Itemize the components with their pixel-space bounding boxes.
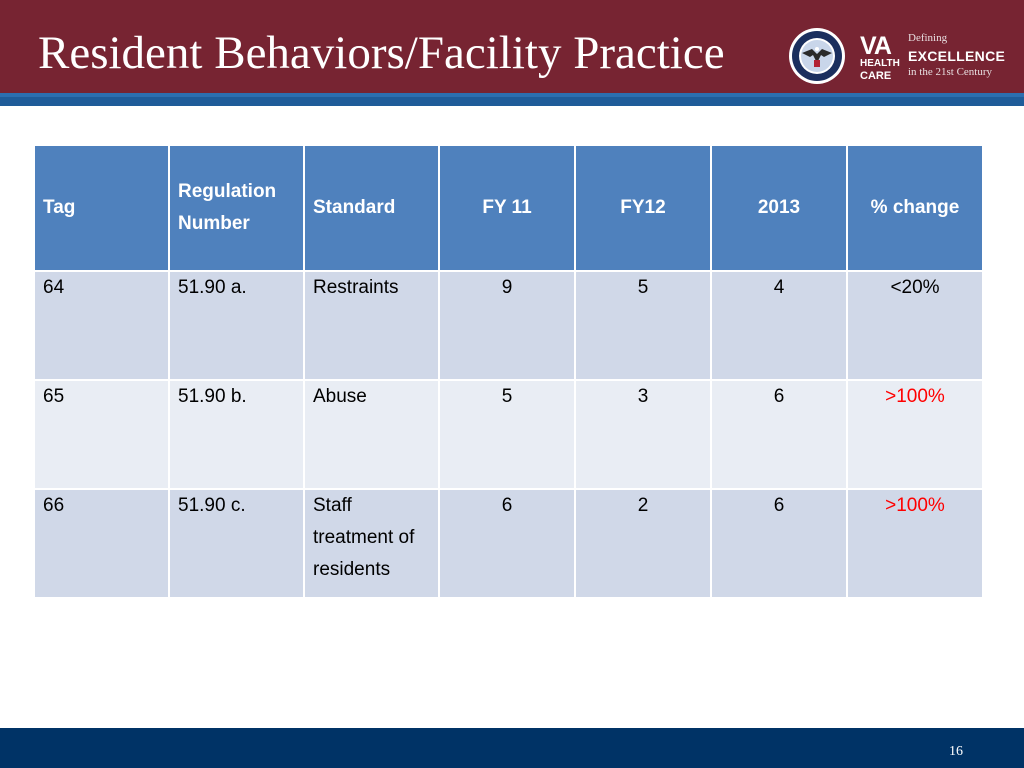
header-fy12: FY12	[575, 145, 711, 271]
cell-regulation: 51.90 a.	[169, 271, 304, 380]
cell-2013: 6	[711, 380, 847, 489]
cell-standard: Abuse	[304, 380, 439, 489]
va-health-text: HEALTH	[860, 58, 900, 69]
cell-percent-change: <20%	[847, 271, 983, 380]
va-health-care-logo	[858, 34, 906, 82]
department-of-veterans-affairs-seal-icon	[788, 27, 846, 85]
cell-tag: 65	[34, 380, 169, 489]
slide-title: Resident Behaviors/Facility Practice	[38, 27, 725, 79]
cell-2013: 6	[711, 489, 847, 598]
cell-regulation: 51.90 b.	[169, 380, 304, 489]
header-regulation-number: Regulation Number	[169, 145, 304, 271]
cell-standard: Staff treatment of residents	[304, 489, 439, 598]
page-number: 16	[949, 744, 963, 759]
table-row	[34, 271, 983, 380]
tagline-excellence: EXCELLENCE	[908, 48, 1006, 64]
cell-fy12: 5	[575, 271, 711, 380]
regulation-table	[33, 144, 984, 599]
cell-tag: 64	[34, 271, 169, 380]
cell-fy12: 3	[575, 380, 711, 489]
tagline-defining: Defining	[908, 32, 948, 44]
table-header-row	[34, 145, 983, 271]
va-letters: VA	[860, 32, 891, 60]
header-tag: Tag	[34, 145, 169, 271]
table-row	[34, 489, 983, 598]
header-percent-change: % change	[847, 145, 983, 271]
footer-bar	[0, 728, 1024, 768]
cell-percent-change: >100%	[847, 489, 983, 598]
cell-fy11: 9	[439, 271, 575, 380]
cell-fy12: 2	[575, 489, 711, 598]
header-standard: Standard	[304, 145, 439, 271]
table-row	[34, 380, 983, 489]
cell-fy11: 5	[439, 380, 575, 489]
cell-percent-change: >100%	[847, 380, 983, 489]
cell-tag: 66	[34, 489, 169, 598]
header-2013: 2013	[711, 145, 847, 271]
cell-fy11: 6	[439, 489, 575, 598]
tagline-century: in the 21st Century	[908, 66, 993, 78]
va-care-text: CARE	[860, 70, 892, 82]
cell-standard: Restraints	[304, 271, 439, 380]
header-stripe	[0, 93, 1024, 106]
regulation-table-container	[33, 144, 982, 599]
header-fy11: FY 11	[439, 145, 575, 271]
cell-regulation: 51.90 c.	[169, 489, 304, 598]
cell-2013: 4	[711, 271, 847, 380]
